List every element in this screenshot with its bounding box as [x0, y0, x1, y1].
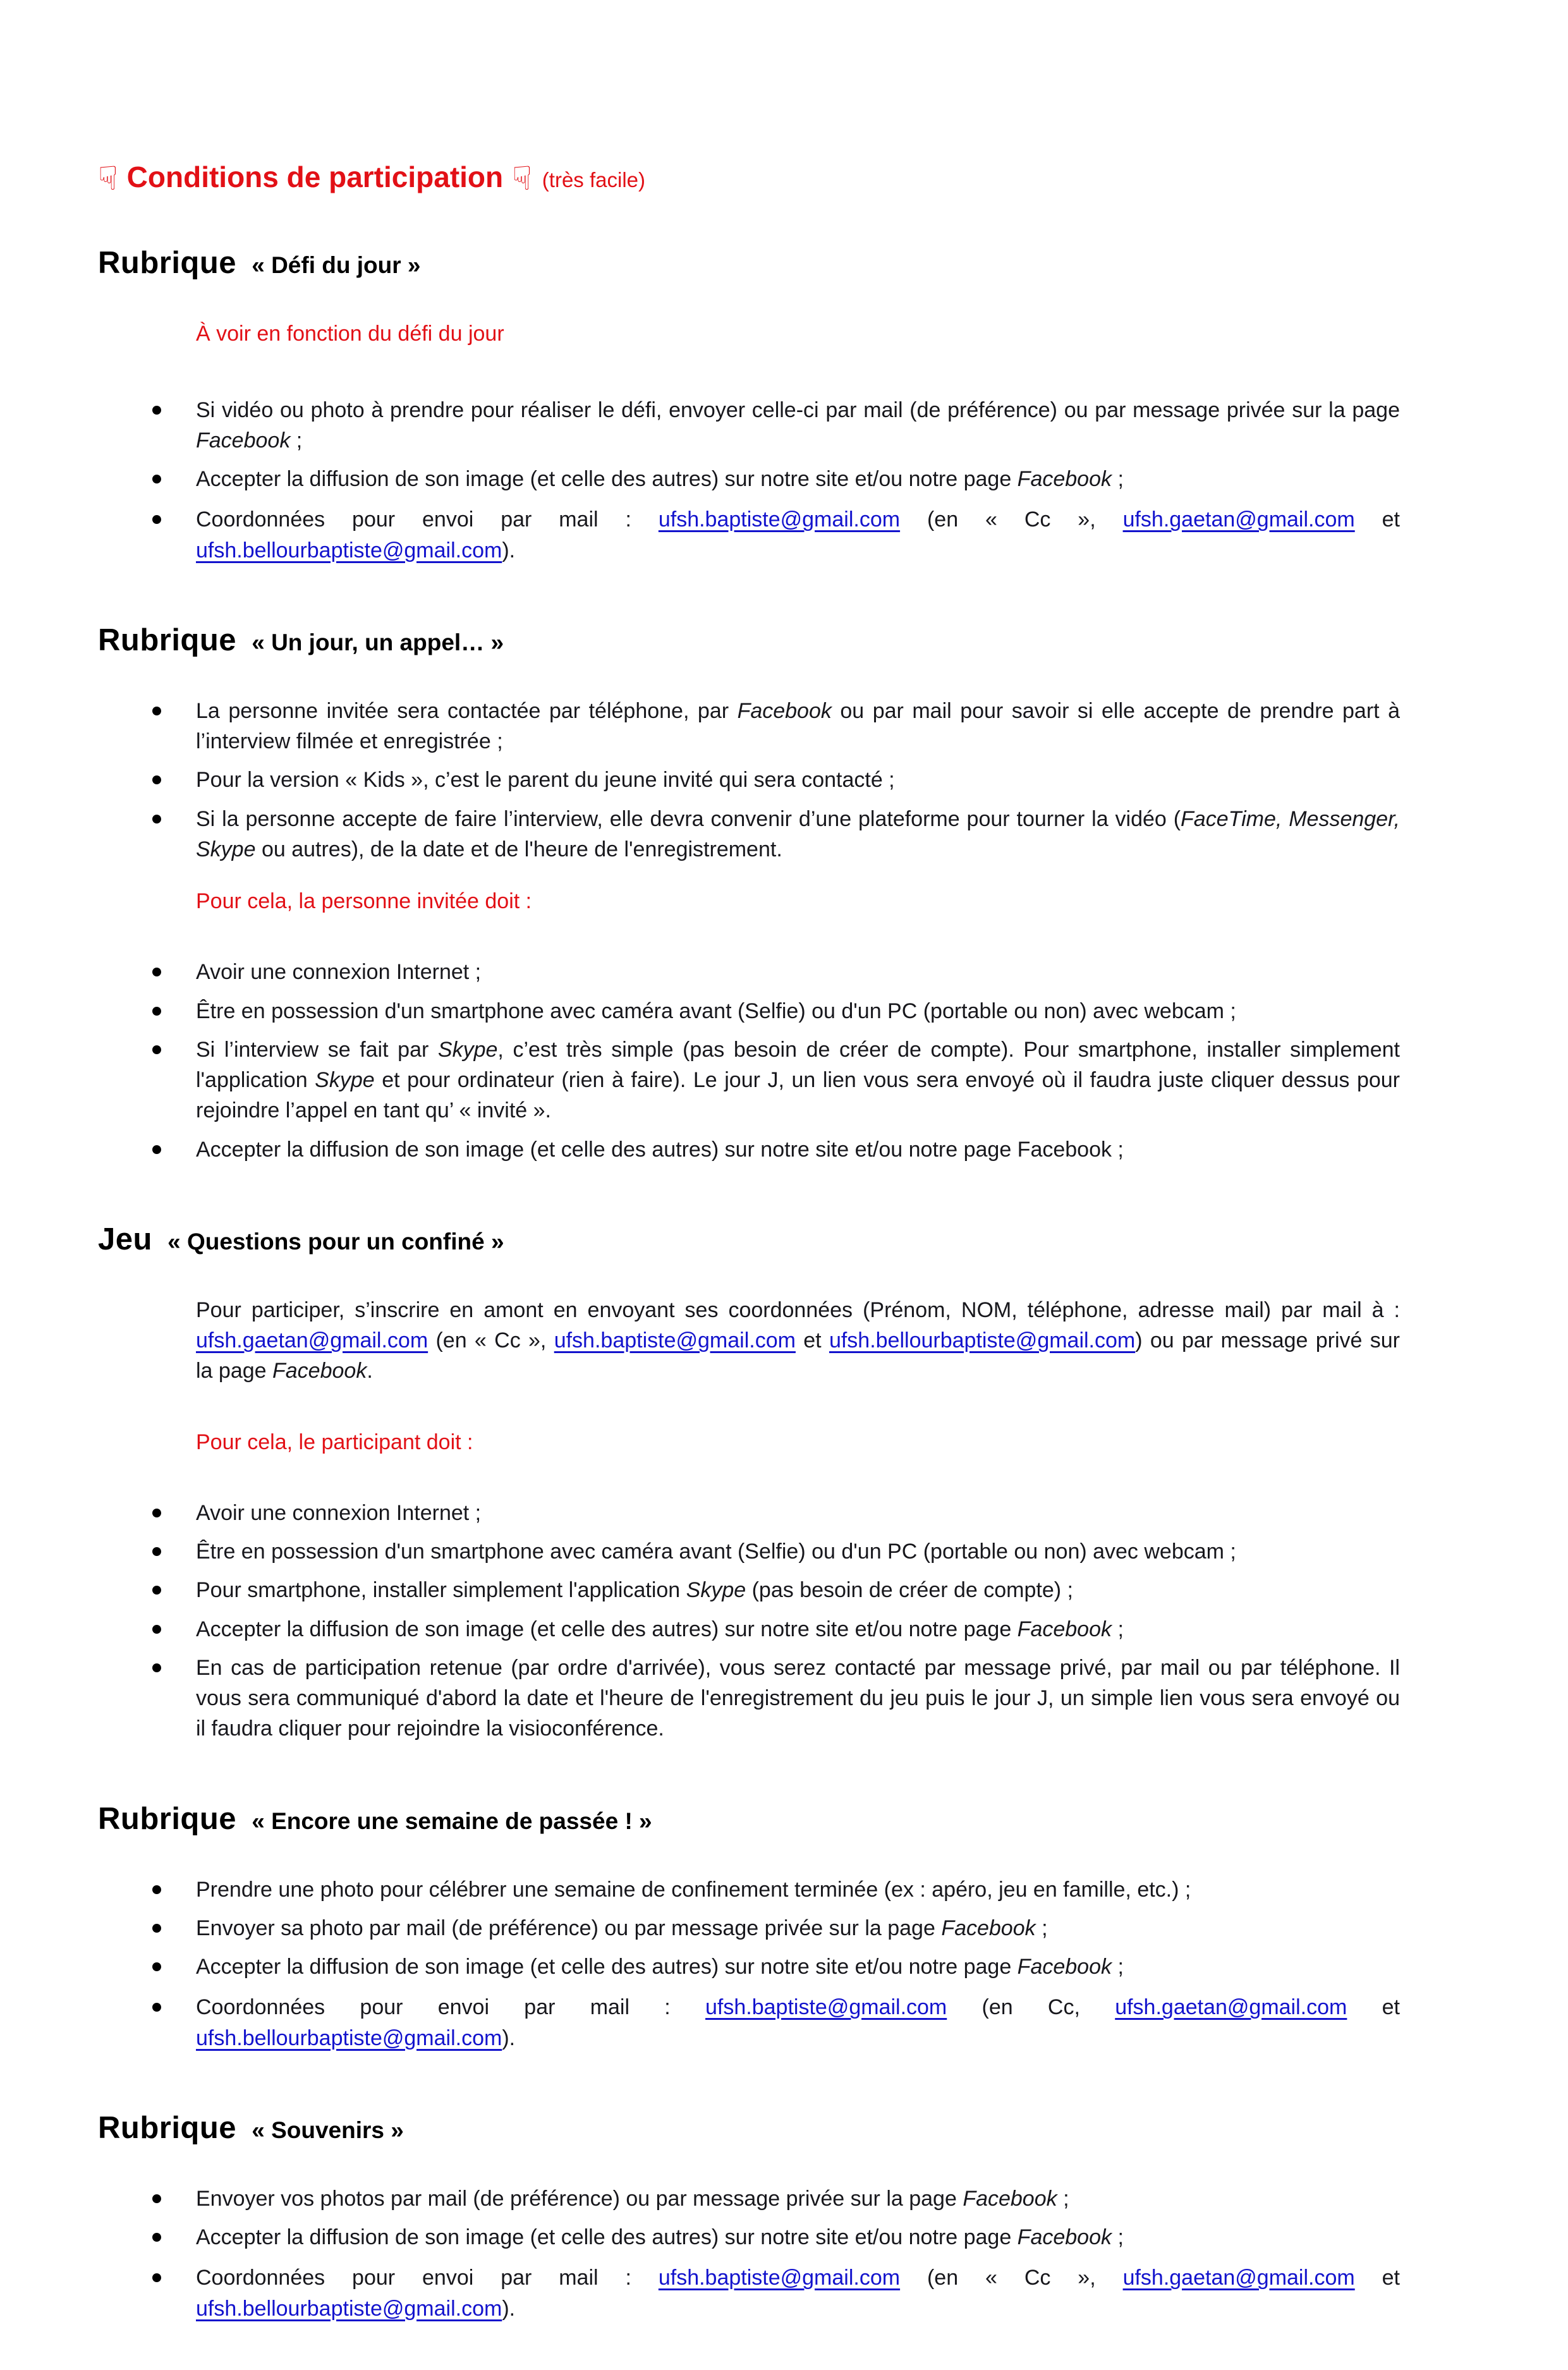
email-link[interactable]: ufsh.bellourbaptiste@gmail.com: [196, 538, 502, 562]
italic-text: Skype: [686, 1578, 746, 1603]
heading-main: Rubrique: [98, 623, 237, 657]
italic-text: Facebook: [941, 1916, 1036, 1940]
bullet-item: [98, 1614, 1400, 1644]
bullet-list: [98, 696, 1400, 865]
page-title: [98, 159, 1400, 198]
hand-down-icon: ☟: [98, 161, 118, 197]
bullet-item: [98, 804, 1400, 865]
bullet-item: [98, 464, 1400, 494]
heading-quoted: « Défi du jour »: [252, 252, 421, 279]
bullet-item: [98, 696, 1400, 757]
section-heading: [98, 2109, 1400, 2146]
title-suffix: (très facile): [542, 168, 645, 191]
text-run: (en Cc,: [947, 1995, 1115, 2020]
text-run: Accepter la diffusion de son image (et celle des autres) sur notre site et/ou notre page: [196, 1617, 1018, 1641]
text-run: Coordonnées pour envoi par mail :: [196, 507, 659, 532]
text-run: ;: [1057, 2186, 1069, 2211]
bullet-item: [98, 1575, 1400, 1605]
text-run: Accepter la diffusion de son image (et celle des autres) sur notre site et/ou notre page: [196, 2225, 1018, 2250]
registration-paragraph: [196, 1295, 1400, 1387]
text-run: ;: [1112, 1955, 1124, 1979]
bullet-item: [98, 1498, 1400, 1528]
text-run: .: [367, 1359, 373, 1383]
section-defi-du-jour: [98, 244, 1400, 565]
bullet-item: [98, 1653, 1400, 1744]
section-heading: [98, 1220, 1400, 1257]
red-intro-text: À voir en fonction du défi du jour: [196, 322, 504, 346]
text-run: (en « Cc »,: [900, 507, 1123, 532]
email-link[interactable]: ufsh.gaetan@gmail.com: [1122, 2266, 1355, 2290]
email-link[interactable]: ufsh.baptiste@gmail.com: [554, 1328, 796, 1353]
italic-text: FaceTime, Messenger, Skype: [196, 806, 1400, 861]
italic-text: Facebook: [1017, 467, 1112, 492]
italic-text: Skype: [315, 1068, 375, 1093]
italic-text: Facebook: [196, 428, 291, 453]
hand-down-icon: ☟: [512, 161, 532, 197]
text-run: Envoyer vos photos par mail (de préférence) ou par message privée sur la page: [196, 2186, 963, 2211]
bullet-list: [98, 395, 1400, 566]
text-run: Être en possession d'un smartphone avec caméra avant (Selfie) ou d'un PC (portable ou non) avec webcam ;: [196, 999, 1236, 1023]
section-jeu-questions-pour-un-confine: [98, 1220, 1400, 1744]
text-run: ;: [1112, 1617, 1124, 1641]
italic-text: Facebook: [1017, 1617, 1112, 1641]
bullet-item: [98, 1536, 1400, 1567]
bullet-item: [98, 1952, 1400, 1982]
italic-text: Skype: [437, 1037, 498, 1062]
email-link[interactable]: ufsh.gaetan@gmail.com: [196, 1328, 428, 1353]
italic-text: Facebook: [1017, 1955, 1112, 1979]
text-run: ).: [502, 538, 516, 562]
bullet-item: [98, 1035, 1400, 1126]
text-run: Prendre une photo pour célébrer une semaine de confinement terminée (ex : apéro, jeu en famille, etc.) ;: [196, 1877, 1191, 1902]
section-heading: [98, 244, 1400, 281]
text-run: En cas de participation retenue (par ordre d'arrivée), vous serez contacté par message privé, par mail ou par téléphone. Il vous sera communiqué d'abord la date et l'heure de l'enregistrement du jeu puis le jour J, un simple lien vous sera envoyé ou il faudra cliquer pour rejoindre la visioconférence.: [196, 1655, 1400, 1741]
bullet-item: [98, 996, 1400, 1026]
text-run: ).: [502, 2026, 516, 2050]
text-run: et: [1354, 507, 1400, 532]
text-run: La personne invitée sera contactée par téléphone, par: [196, 698, 738, 723]
text-run: ;: [1112, 2225, 1124, 2250]
text-run: (en « Cc »,: [900, 2266, 1123, 2290]
bullet-item: [98, 1913, 1400, 1943]
email-link[interactable]: ufsh.bellourbaptiste@gmail.com: [829, 1328, 1136, 1353]
text-run: Si l’interview se fait par: [196, 1037, 438, 1062]
text-run: Si la personne accepte de faire l’interview, elle devra convenir d’une plateforme pour tourner la vidéo (: [196, 806, 1181, 831]
bullet-list: [98, 2184, 1400, 2324]
email-link[interactable]: ufsh.gaetan@gmail.com: [1122, 507, 1355, 532]
text-run: ) ou par message privé sur la page: [196, 1328, 1400, 1383]
bullet-list: [98, 1498, 1400, 1744]
text-run: ;: [1112, 467, 1124, 492]
text-run: Avoir une connexion Internet ;: [196, 1500, 482, 1525]
text-run: Pour participer, s’inscrire en amont en envoyant ses coordonnées (Prénom, NOM, téléphone, adresse mail) par mail à :: [196, 1297, 1400, 1322]
italic-text: Facebook: [272, 1359, 367, 1383]
text-run: et: [795, 1328, 829, 1353]
heading-main: Rubrique: [98, 1801, 237, 1836]
heading-quoted: « Questions pour un confiné »: [167, 1228, 504, 1255]
email-link[interactable]: ufsh.baptiste@gmail.com: [705, 1995, 947, 2020]
text-run: Pour smartphone, installer simplement l'application: [196, 1578, 686, 1603]
text-run: et: [1347, 1995, 1400, 2020]
bullet-item: [98, 1134, 1400, 1165]
section-encore-une-semaine: [98, 1800, 1400, 2053]
heading-main: Jeu: [98, 1222, 152, 1256]
text-run: Coordonnées pour envoi par mail :: [196, 2266, 659, 2290]
text-run: (en « Cc »,: [428, 1328, 554, 1353]
text-run: Coordonnées pour envoi par mail :: [196, 1995, 706, 2020]
text-run: ;: [1035, 1916, 1048, 1940]
italic-text: Facebook: [963, 2186, 1057, 2211]
bullet-item: [98, 2222, 1400, 2252]
section-heading: [98, 1800, 1400, 1837]
text-run: ou autres), de la date et de l'heure de l'enregistrement.: [255, 837, 782, 861]
bullet-item: [98, 957, 1400, 987]
email-link[interactable]: ufsh.bellourbaptiste@gmail.com: [196, 2296, 502, 2321]
text-run: Avoir une connexion Internet ;: [196, 960, 482, 985]
heading-quoted: « Un jour, un appel… »: [252, 629, 504, 655]
bullet-item: [98, 2263, 1400, 2324]
email-link[interactable]: ufsh.bellourbaptiste@gmail.com: [196, 2026, 502, 2050]
text-run: , c’est très simple (pas besoin de créer de compte). Pour smartphone, installer simplement l'application: [196, 1037, 1400, 1093]
bullet-item: [98, 504, 1400, 566]
bullet-item: [98, 1875, 1400, 1905]
bullet-item: [98, 395, 1400, 456]
bullet-list: [98, 957, 1400, 1165]
text-run: Accepter la diffusion de son image (et celle des autres) sur notre site et/ou notre page: [196, 1955, 1018, 1979]
text-run: (pas besoin de créer de compte) ;: [746, 1578, 1073, 1603]
section-un-jour-un-appel: [98, 621, 1400, 1165]
red-intro-text: Pour cela, la personne invitée doit :: [196, 889, 532, 914]
text-run: Envoyer sa photo par mail (de préférence) ou par message privée sur la page: [196, 1916, 942, 1940]
italic-text: Facebook: [737, 698, 832, 723]
bullet-item: [98, 1992, 1400, 2053]
email-link[interactable]: ufsh.gaetan@gmail.com: [1115, 1995, 1347, 2020]
heading-quoted: « Souvenirs »: [252, 2117, 404, 2143]
text-run: ;: [290, 428, 303, 453]
text-run: et pour ordinateur (rien à faire). Le jour J, un lien vous sera envoyé où il faudra juste cliquer dessus pour rejoindre l’appel en tant qu’ « invité ».: [196, 1068, 1400, 1123]
title-text: Conditions de participation: [126, 161, 504, 193]
email-link[interactable]: ufsh.baptiste@gmail.com: [658, 507, 901, 532]
red-intro-text: Pour cela, le participant doit :: [196, 1430, 473, 1454]
text-run: Accepter la diffusion de son image (et celle des autres) sur notre site et/ou notre page Facebook ;: [196, 1137, 1124, 1162]
heading-quoted: « Encore une semaine de passée ! »: [252, 1808, 652, 1834]
section-heading: [98, 621, 1400, 658]
bullet-item: [98, 765, 1400, 795]
text-run: et: [1354, 2266, 1400, 2290]
text-run: ).: [502, 2296, 516, 2321]
heading-main: Rubrique: [98, 2110, 237, 2145]
bullet-item: [98, 2184, 1400, 2214]
email-link[interactable]: ufsh.baptiste@gmail.com: [658, 2266, 901, 2290]
text-run: Si vidéo ou photo à prendre pour réaliser le défi, envoyer celle-ci par mail (de préférence) ou par message privée sur la page: [196, 398, 1400, 422]
heading-main: Rubrique: [98, 246, 237, 281]
text-run: Pour la version « Kids », c’est le parent du jeune invité qui sera contacté ;: [196, 768, 895, 793]
text-run: Accepter la diffusion de son image (et celle des autres) sur notre site et/ou notre page: [196, 467, 1018, 492]
text-run: ou par mail pour savoir si elle accepte de prendre part à l’interview filmée et enregistrée ;: [196, 698, 1401, 753]
text-run: Être en possession d'un smartphone avec caméra avant (Selfie) ou d'un PC (portable ou non) avec webcam ;: [196, 1540, 1236, 1564]
bullet-list: [98, 1875, 1400, 2053]
section-souvenirs: [98, 2109, 1400, 2324]
italic-text: Facebook: [1017, 2225, 1112, 2250]
